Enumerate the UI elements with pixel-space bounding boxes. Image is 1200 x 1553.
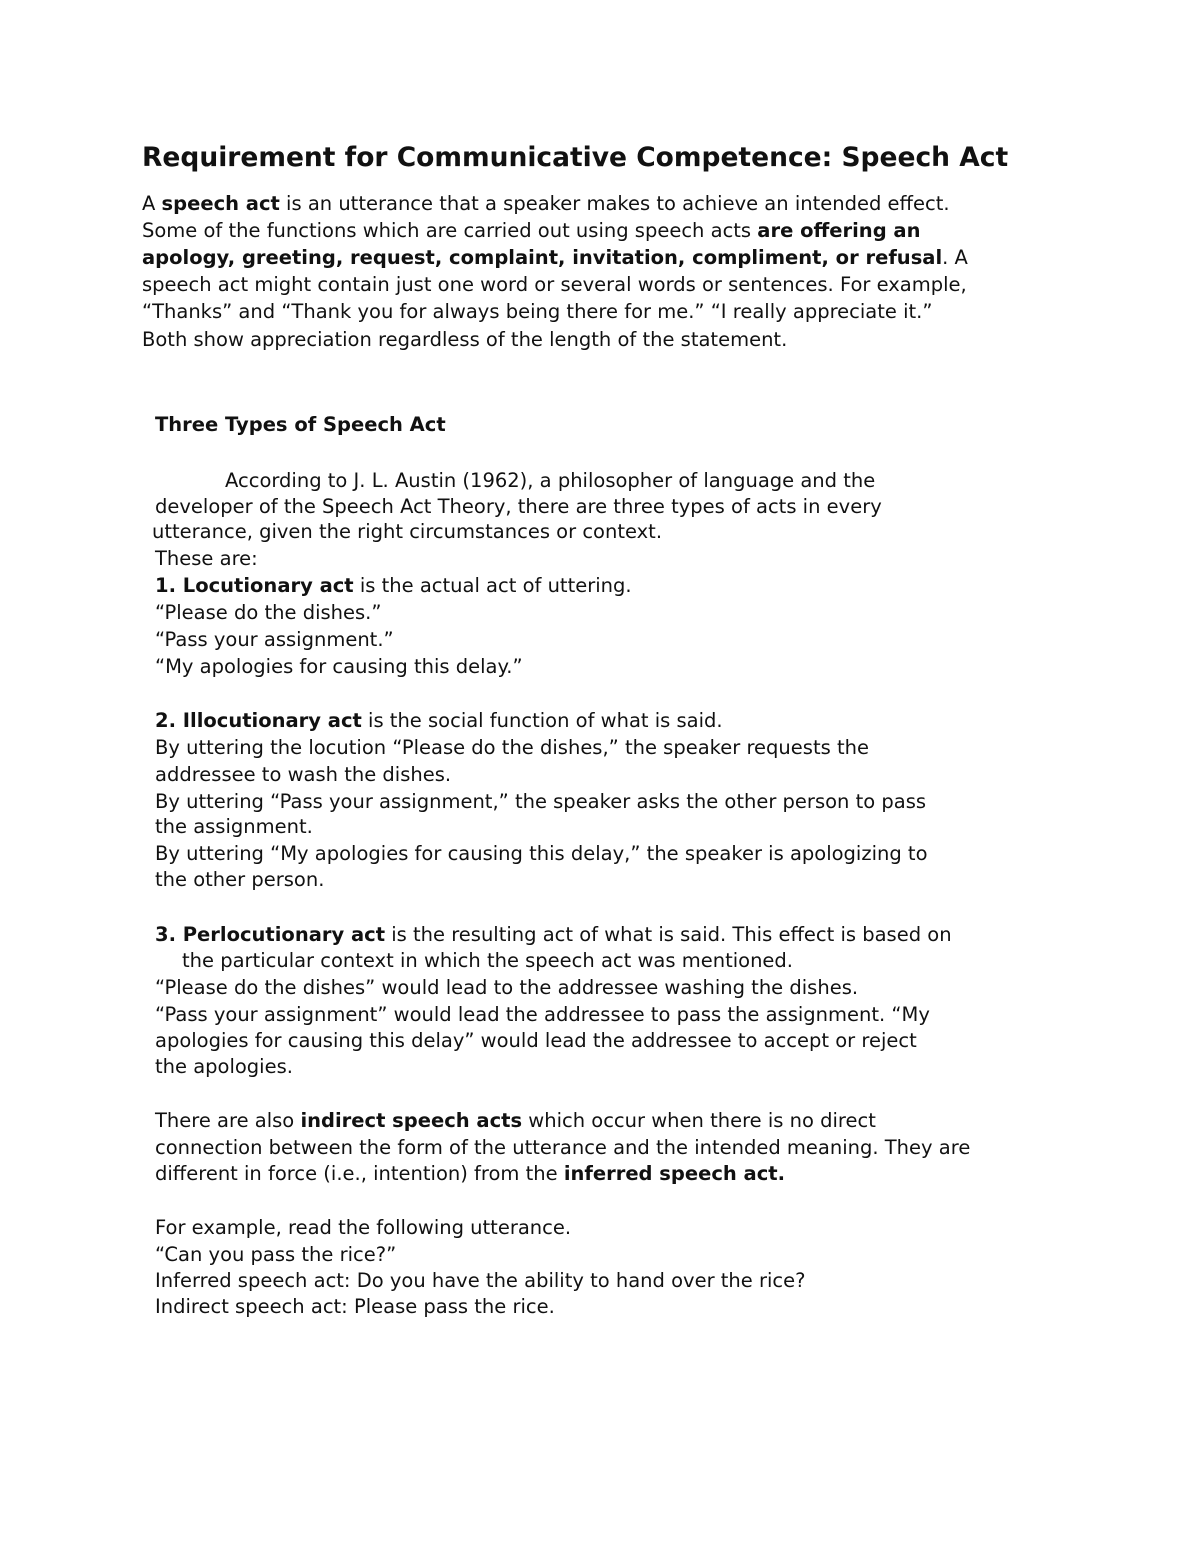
locutionary-desc: is the actual act of uttering. <box>353 574 632 597</box>
indirect-line-1 <box>155 1108 876 1134</box>
perlocutionary-desc: is the resulting act of what is said. This effect is based on <box>385 923 952 946</box>
intro-line-6: Both show appreciation regardless of the length of the statement. <box>142 328 788 351</box>
austin-line-1: According to J. L. Austin (1962), a philosopher of language and the <box>225 469 876 492</box>
perlocutionary-line-4: apologies for causing this delay” would lead the addressee to accept or reject <box>155 1029 917 1052</box>
illocutionary-definition <box>155 708 723 734</box>
intro-term-speech-act: speech act <box>161 192 280 215</box>
indirect-line-2: connection between the form of the utterance and the intended meaning. They are <box>155 1136 971 1159</box>
intro-line-4: speech act might contain just one word or several words or sentences. For example, <box>142 273 967 296</box>
indirect-text: different in force (i.e., intention) from the <box>155 1162 564 1185</box>
example-line-1: For example, read the following utterance. <box>155 1216 572 1239</box>
intro-text: Some of the functions which are carried out using speech acts <box>142 219 758 242</box>
intro-text: A <box>142 192 162 215</box>
perlocutionary-line-3: “Pass your assignment” would lead the addressee to pass the assignment. “My <box>155 1003 930 1026</box>
indirect-text: There are also <box>155 1109 301 1132</box>
austin-line-4: These are: <box>155 547 258 570</box>
intro-emphasis: are offering an <box>757 219 921 242</box>
austin-line-2: developer of the Speech Act Theory, there are three types of acts in every <box>155 495 882 518</box>
page-title: Requirement for Communicative Competence: Speech Act <box>142 142 1009 173</box>
illocutionary-line-3: By uttering “Pass your assignment,” the speaker asks the other person to pass <box>155 790 927 813</box>
illocutionary-line-5: By uttering “My apologies for causing this delay,” the speaker is apologizing to <box>155 842 928 865</box>
locutionary-example-3: “My apologies for causing this delay.” <box>155 655 523 678</box>
intro-line-3 <box>142 245 968 271</box>
perlocutionary-label: 3. Perlocutionary act <box>155 923 386 946</box>
illocutionary-desc: is the social function of what is said. <box>361 709 723 732</box>
intro-emphasis: apology, greeting, request, complaint, invitation, compliment, or refusal <box>142 246 943 269</box>
locutionary-definition <box>155 573 632 599</box>
intro-text: is an utterance that a speaker makes to achieve an intended effect. <box>279 192 950 215</box>
austin-line-3: utterance, given the right circumstances or context. <box>152 520 663 543</box>
illocutionary-line-4: the assignment. <box>155 815 313 838</box>
indirect-term: indirect speech acts <box>300 1109 523 1132</box>
intro-line-1 <box>142 191 950 217</box>
perlocutionary-line-1: the particular context in which the speech act was mentioned. <box>182 949 794 972</box>
illocutionary-line-2: addressee to wash the dishes. <box>155 763 452 786</box>
indirect-line-3 <box>155 1161 785 1187</box>
perlocutionary-line-5: the apologies. <box>155 1055 293 1078</box>
perlocutionary-line-2: “Please do the dishes” would lead to the addressee washing the dishes. <box>155 976 859 999</box>
locutionary-example-2: “Pass your assignment.” <box>155 628 394 651</box>
perlocutionary-definition <box>155 922 952 948</box>
example-quote: “Can you pass the rice?” <box>155 1243 397 1266</box>
inferred-term: inferred speech act. <box>563 1162 786 1185</box>
illocutionary-line-6: the other person. <box>155 868 325 891</box>
locutionary-example-1: “Please do the dishes.” <box>155 601 382 624</box>
intro-line-5: “Thanks” and “Thank you for always being there for me.” “I really appreciate it.” <box>142 300 933 323</box>
example-inferred: Inferred speech act: Do you have the ability to hand over the rice? <box>155 1269 806 1292</box>
indirect-text: which occur when there is no direct <box>522 1109 876 1132</box>
illocutionary-line-1: By uttering the locution “Please do the dishes,” the speaker requests the <box>155 736 869 759</box>
illocutionary-label: 2. Illocutionary act <box>155 709 362 732</box>
intro-text: . A <box>942 246 968 269</box>
example-indirect: Indirect speech act: Please pass the rice. <box>155 1295 555 1318</box>
locutionary-label: 1. Locutionary act <box>155 574 354 597</box>
intro-line-2 <box>142 218 920 244</box>
section-heading-three-types: Three Types of Speech Act <box>155 413 446 436</box>
